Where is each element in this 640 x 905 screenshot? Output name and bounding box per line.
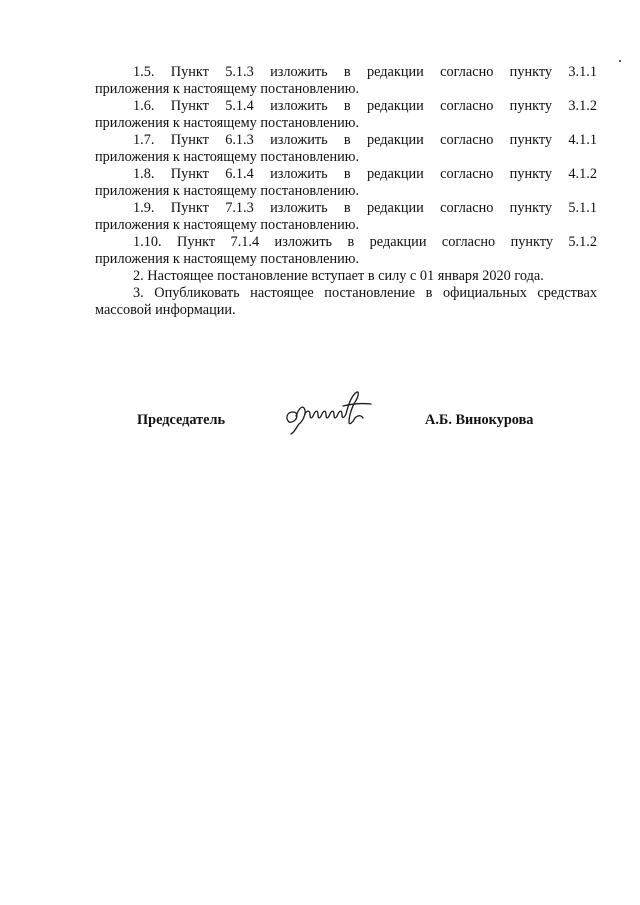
document-body	[95, 64, 597, 319]
amendment-item-1-5	[95, 64, 597, 98]
signatory-role: Председатель	[137, 412, 226, 428]
amendment-line: приложения к настоящему постановлению.	[95, 149, 360, 165]
amendment-line: приложения к настоящему постановлению.	[95, 81, 360, 97]
amendment-line: 1.9. Пункт 7.1.3 изложить в редакции согласно пункту 5.1.1	[133, 200, 597, 216]
amendment-item-1-10	[95, 234, 597, 268]
amendment-item-1-8	[95, 166, 597, 200]
amendment-line: 1.6. Пункт 5.1.4 изложить в редакции согласно пункту 3.1.2	[133, 98, 597, 114]
amendment-line: 1.8. Пункт 6.1.4 изложить в редакции согласно пункту 4.1.2	[133, 166, 597, 182]
amendment-line: 1.5. Пункт 5.1.3 изложить в редакции согласно пункту 3.1.1	[133, 64, 597, 80]
amendment-line: приложения к настоящему постановлению.	[95, 217, 360, 233]
amendment-item-1-6	[95, 98, 597, 132]
publication-clause: 3. Опубликовать настоящее постановление в официальных средствах массовой информации.	[95, 285, 597, 318]
amendment-line: приложения к настоящему постановлению.	[95, 251, 360, 267]
amendment-item-1-7	[95, 132, 597, 166]
amendment-item-1-9	[95, 200, 597, 234]
amendment-line: 1.10. Пункт 7.1.4 изложить в редакции согласно пункту 5.1.2	[133, 234, 597, 250]
amendment-line: приложения к настоящему постановлению.	[95, 115, 360, 131]
effective-date-clause: 2. Настоящее постановление вступает в силу с 01 января 2020 года.	[133, 268, 544, 284]
amendment-line: приложения к настоящему постановлению.	[95, 183, 360, 199]
scan-artifact-mark	[619, 60, 621, 62]
handwritten-signature	[283, 388, 383, 438]
signatory-name: А.Б. Винокурова	[425, 412, 534, 428]
amendment-line: 1.7. Пункт 6.1.3 изложить в редакции согласно пункту 4.1.1	[133, 132, 597, 148]
